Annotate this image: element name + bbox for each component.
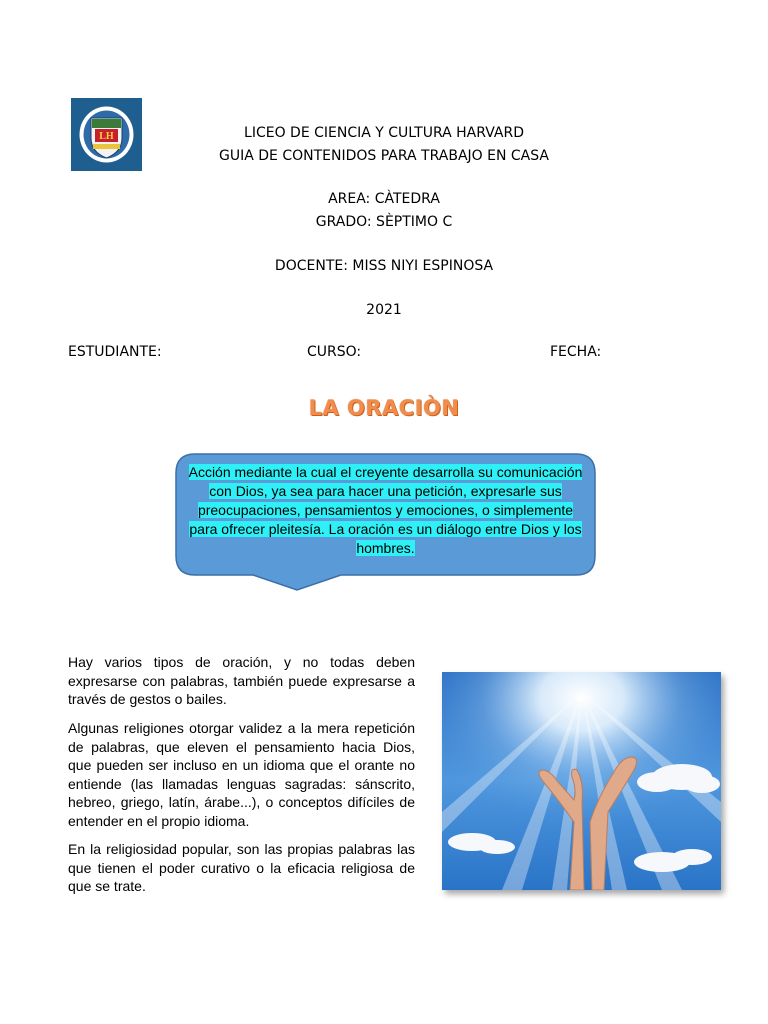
paragraph-1: Hay varios tipos de oración, y no todas deben expresarse con palabras, también puede expresarse a través de gestos o bailes.	[68, 654, 415, 707]
paragraph-2: Algunas religiones otorgar validez a la mera repetición de palabras, que eleven el pensamiento hacia Dios, que pueden ser incluso en un idioma que el orante no entiende (las llamadas lenguas sagradas: sánscrito, hebreo, griego, latín, árabe...), o conceptos difíciles de entender en el propio idioma.	[68, 720, 415, 829]
hands-sky-photo	[442, 672, 721, 890]
student-field-label: ESTUDIANTE:	[68, 344, 162, 360]
year-label: 2021	[366, 302, 402, 318]
grade-label: GRADO: SÈPTIMO C	[315, 214, 453, 230]
area-label: AREA: CÀTEDRA	[328, 191, 440, 207]
page-title: LA ORACIÒN	[308, 396, 460, 420]
definition-text: Acción mediante la cual el creyente desarrolla su comunicación con Dios, ya sea para hacer una petición, expresarle sus preocupaciones, pensamientos y emociones, o simplemente para ofrecer pleitesía. La oración es un diálogo entre Dios y los hombres.	[188, 464, 583, 556]
guide-title: GUIA DE CONTENIDOS PARA TRABAJO EN CASA	[219, 148, 549, 164]
date-field-label: FECHA:	[550, 344, 602, 360]
crest-lettering: LH	[99, 131, 114, 142]
course-field-label: CURSO:	[307, 344, 362, 360]
definition-callout	[175, 453, 596, 591]
school-name: LICEO DE CIENCIA Y CULTURA HARVARD	[244, 125, 524, 141]
paragraph-3: En la religiosidad popular, son las propias palabras las que tienen el poder curativo o la eficacia religiosa de que se trate.	[68, 841, 415, 894]
teacher-label: DOCENTE: MISS NIYI ESPINOSA	[274, 258, 494, 274]
